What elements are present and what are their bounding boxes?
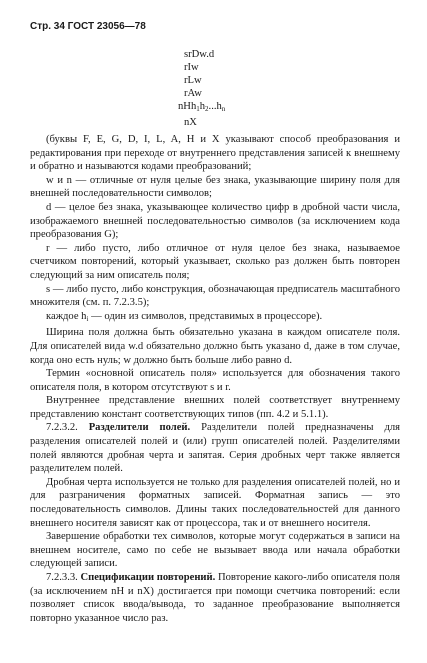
section-text-field-separators: Разделители полей предназначены для разделения описателей полей и (или) групп описателей полей. Разделителями полей являются дробная черта и запятая. Серия дробных черт также является разделителем полей. bbox=[30, 422, 401, 475]
paragraph-field-separators bbox=[30, 421, 400, 475]
descriptor-nh bbox=[178, 100, 225, 116]
descriptor-nh-h2: h bbox=[199, 101, 206, 112]
field-descriptor-list bbox=[178, 48, 226, 129]
section-number-7-2-3-3: 7.2.3.3. bbox=[46, 572, 78, 583]
paragraph-repeat-specs bbox=[30, 571, 400, 625]
paragraph-d: d — целое без знака, указывающее количество цифр в дробной части числа, изображаемого внешней последовательностью символов (за исключением кода преобразования G); bbox=[30, 201, 400, 241]
descriptor-nh-subn: n bbox=[221, 105, 226, 113]
section-number-7-2-3-2: 7.2.3.2. bbox=[46, 422, 78, 434]
page-header: Стр. 34 ГОСТ 23056—78 bbox=[30, 21, 146, 32]
paragraph-s: s — либо пусто, либо конструкция, обозначающая предписатель масштабного множителя (см. п. 7.2.3.5); bbox=[30, 283, 400, 309]
paragraph-conversion-codes: (буквы F, E, G, D, I, L, A, H и X указывают способ преобразования и редактирования при переходе от внутреннего представления записей к внешнему и обратно и называются кодами преобразований; bbox=[30, 134, 400, 173]
paragraph-basic-descriptor: Термин «основной описатель поля» используется для обозначения такого описателя поля, в котором отсутствуют s и r. bbox=[30, 368, 400, 393]
descriptor-nh-sub2: 2 bbox=[205, 105, 209, 113]
paragraph-w-n: w и n — отличные от нуля целые без знака, указывающие ширину поля для внешней последовательности символов; bbox=[30, 174, 400, 200]
descriptor-rlw: rLw bbox=[184, 75, 202, 86]
paragraph-internal-representation: Внутреннее представление внешних полей соответствует внутреннему представлению констант соответствующих типов (пп. 4.2 и 5.1.1). bbox=[30, 395, 400, 420]
paragraph-record-end: Завершение обработки тех символов, которые могут содержаться в записи на внешнем носителе, само по себе не вызывает ввода или начала обработки следующей записи. bbox=[30, 531, 400, 570]
paragraph-slash: Дробная черта используется не только для разделения описателей полей, но и для разграничения форматных записей. Форматная запись — это последовательность символов. Длины таких последовательностей для данного внешнего носителя зависят как от процессора, так и от внешнего носителя. bbox=[30, 476, 400, 529]
paragraph-r: r — либо пусто, либо отличное от нуля целое без знака, называемое счетчиком повторений, который указывает, сколько раз должен быть повторен следующий за ним описатель поля; bbox=[30, 242, 400, 281]
section-text-repeat-specs: Повторение какого-либо описателя поля (за исключением nH и nX) достигается при помощи счетчика повторений: если позволяет список ввода/вывода, то заданное преобразование выполняется повторно указанное число раз. bbox=[30, 572, 400, 624]
paragraph-h bbox=[30, 310, 400, 327]
paragraph-h-after: — один из символов, представимых в процессоре). bbox=[88, 310, 323, 322]
paragraph-field-width: Ширина поля должна быть обязательно указана в каждом описателе поля. Для описателей вида w.d обязательно должно быть указано d, даже в том случае, когда оно есть нуль; w должно быть больше либо равно d. bbox=[30, 327, 400, 366]
document-body bbox=[30, 133, 400, 625]
paragraph-h-sub: i bbox=[86, 314, 89, 323]
section-title-repeat-specs: Спецификации повторений. bbox=[80, 572, 216, 583]
descriptor-nh-sub1: 1 bbox=[196, 105, 200, 113]
descriptor-nh-prefix: nHh bbox=[178, 101, 197, 112]
descriptor-nh-mid: ...h bbox=[208, 101, 222, 112]
section-title-field-separators: Разделители полей. bbox=[88, 422, 191, 434]
descriptor-srdw: srDw.d bbox=[184, 49, 215, 60]
descriptor-nx: nX bbox=[184, 117, 197, 128]
descriptor-raw: rAw bbox=[184, 88, 202, 99]
descriptor-riw: rIw bbox=[184, 62, 199, 73]
paragraph-h-before: каждое h bbox=[46, 310, 87, 322]
